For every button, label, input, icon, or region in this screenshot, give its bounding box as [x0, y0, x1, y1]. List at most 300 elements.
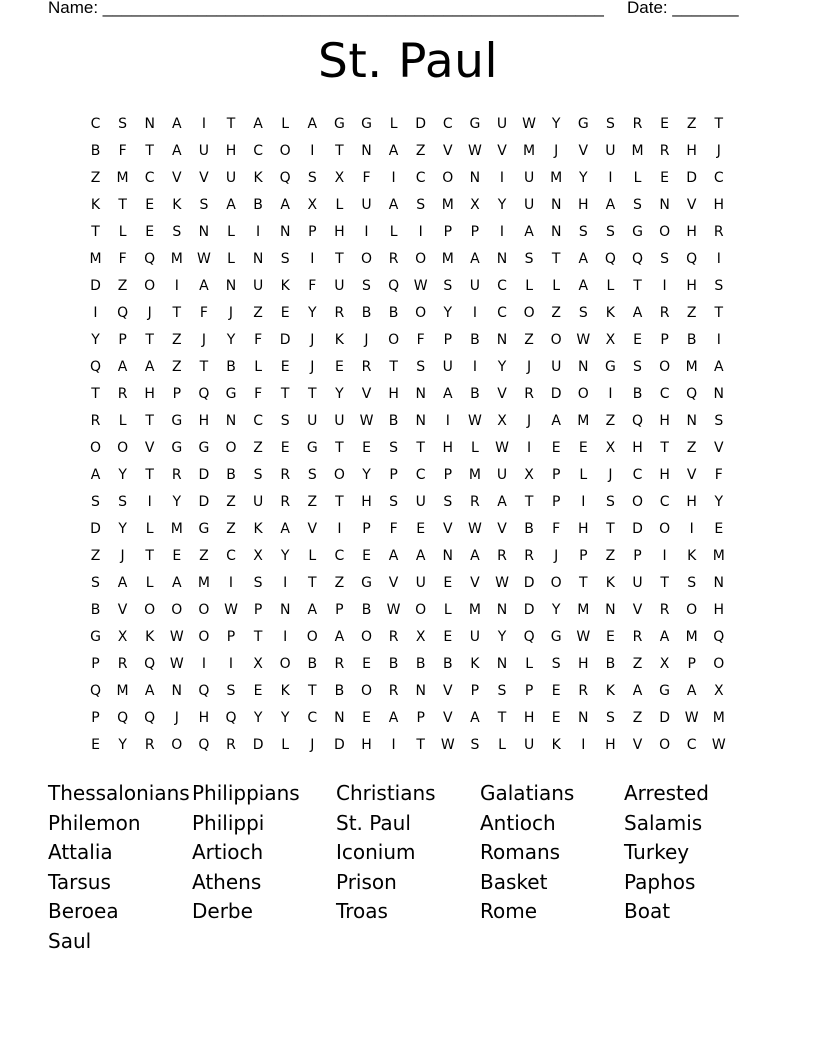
grid-letter: I	[527, 440, 532, 456]
grid-letter: W	[440, 737, 455, 753]
grid-letter: M	[685, 629, 698, 645]
grid-letter: I	[310, 143, 315, 159]
grid-letter: Z	[632, 656, 643, 672]
grid-letter: U	[496, 116, 508, 132]
grid-letter: X	[497, 413, 507, 429]
name-field: Name: _____________________________________________________	[48, 0, 604, 17]
grid-letter: B	[361, 305, 372, 321]
grid-letter: A	[307, 116, 318, 132]
grid-letter: K	[470, 656, 480, 672]
grid-letter: K	[551, 737, 561, 753]
grid-letter: O	[89, 440, 102, 456]
grid-letter: A	[226, 197, 236, 213]
word-list-item: Tarsus	[48, 869, 111, 894]
grid-letter: L	[633, 170, 642, 186]
grid-letter: A	[714, 359, 724, 375]
grid-letter: V	[497, 143, 507, 159]
grid-letter: M	[631, 143, 644, 159]
grid-letter: I	[337, 521, 342, 537]
grid-letter: D	[334, 737, 345, 753]
grid-letter: T	[118, 197, 127, 213]
grid-letter: T	[335, 440, 344, 456]
grid-letter: T	[172, 305, 182, 321]
word-list-item: Saul	[48, 929, 92, 953]
grid-letter: W	[522, 116, 537, 132]
grid-letter: L	[254, 359, 262, 375]
grid-letter: H	[578, 521, 589, 537]
grid-letter: L	[118, 413, 127, 429]
grid-letter: V	[497, 386, 507, 402]
grid-letter: T	[579, 575, 588, 591]
grid-letter: G	[577, 116, 589, 132]
grid-letter: I	[256, 224, 261, 240]
grid-letter: Z	[253, 305, 263, 321]
grid-letter: E	[362, 710, 371, 726]
grid-letter: I	[499, 170, 505, 186]
grid-letter: I	[662, 278, 667, 294]
grid-row	[82, 221, 733, 248]
grid-letter: T	[226, 116, 236, 132]
grid-letter: J	[147, 305, 152, 321]
grid-letter: B	[605, 656, 616, 672]
grid-letter: J	[174, 710, 179, 726]
grid-letter: Q	[388, 278, 400, 294]
grid-letter: E	[145, 224, 155, 240]
grid-letter: Z	[226, 494, 236, 510]
grid-letter: O	[550, 575, 562, 591]
grid-letter: I	[201, 656, 206, 672]
grid-letter: V	[443, 683, 453, 699]
grid-letter: A	[578, 278, 589, 294]
grid-letter: M	[685, 359, 698, 375]
grid-letter: A	[497, 494, 507, 510]
word-list-item: Iconium	[336, 840, 416, 865]
grid-letter: Q	[713, 629, 725, 645]
grid-letter: T	[308, 683, 317, 699]
grid-row	[82, 275, 733, 302]
grid-letter: J	[310, 359, 315, 375]
grid-letter: O	[631, 494, 644, 510]
grid-letter: U	[252, 278, 264, 294]
grid-letter: E	[443, 629, 453, 645]
grid-letter: Z	[307, 494, 318, 510]
grid-letter: H	[442, 440, 454, 456]
grid-letter: N	[496, 251, 508, 267]
grid-letter: G	[333, 116, 345, 132]
grid-row	[82, 464, 733, 491]
grid-letter: I	[93, 305, 98, 321]
grid-letter: T	[145, 467, 154, 483]
grid-letter: J	[716, 143, 721, 159]
grid-letter: I	[716, 332, 721, 348]
grid-letter: V	[632, 737, 643, 753]
grid-letter: T	[551, 251, 561, 267]
grid-letter: H	[659, 413, 670, 429]
grid-row	[82, 194, 733, 221]
grid-letter: P	[579, 548, 588, 564]
grid-letter: B	[632, 386, 643, 402]
grid-letter: N	[279, 224, 291, 240]
grid-letter: M	[468, 602, 481, 618]
grid-letter: X	[334, 170, 345, 186]
grid-letter: O	[171, 737, 183, 753]
grid-letter: G	[632, 224, 643, 240]
grid-letter: A	[443, 386, 453, 402]
grid-letter: V	[307, 521, 318, 537]
grid-letter: R	[144, 737, 155, 753]
grid-letter: Z	[605, 548, 616, 564]
grid-row	[82, 113, 733, 140]
grid-letter: F	[118, 251, 127, 267]
grid-letter: R	[497, 548, 507, 564]
grid-letter: B	[307, 656, 318, 672]
grid-letter: C	[415, 467, 426, 483]
word-list-item: Beroea	[48, 899, 119, 924]
grid-letter: N	[361, 143, 372, 159]
grid-letter: X	[415, 629, 426, 645]
grid-letter: M	[577, 602, 590, 618]
word-list-item: Philippi	[192, 810, 265, 835]
grid-letter: J	[201, 332, 206, 348]
grid-letter: V	[199, 170, 209, 186]
grid-letter: B	[361, 602, 372, 618]
grid-letter: P	[335, 602, 344, 618]
grid-letter: H	[713, 602, 725, 618]
word-list-item: Thessalonians	[48, 781, 190, 805]
grid-letter: Q	[144, 251, 156, 267]
grid-letter: O	[659, 737, 671, 753]
grid-letter: J	[554, 143, 559, 159]
grid-letter: R	[171, 467, 182, 483]
grid-letter: I	[716, 251, 721, 267]
grid-letter: W	[467, 413, 482, 429]
grid-letter: M	[441, 251, 454, 267]
grid-letter: B	[470, 332, 480, 348]
grid-letter: P	[91, 656, 100, 672]
grid-letter: M	[170, 521, 183, 537]
grid-row	[82, 626, 733, 653]
grid-letter: V	[443, 521, 453, 537]
grid-letter: A	[117, 359, 128, 375]
grid-letter: X	[307, 197, 318, 213]
grid-letter: U	[496, 467, 508, 483]
grid-letter: P	[253, 602, 263, 618]
grid-letter: Q	[631, 251, 644, 267]
grid-letter: C	[659, 494, 670, 510]
grid-letter: S	[362, 278, 371, 294]
grid-letter: C	[659, 386, 670, 402]
grid-letter: N	[578, 710, 589, 726]
grid-letter: Y	[91, 332, 100, 348]
grid-letter: C	[253, 143, 263, 159]
grid-letter: N	[225, 278, 237, 294]
grid-letter: R	[334, 656, 345, 672]
grid-letter: D	[90, 521, 101, 537]
word-list-item: Basket	[480, 869, 548, 894]
grid-letter: A	[388, 548, 399, 564]
grid-letter: E	[253, 683, 263, 699]
grid-letter: L	[281, 116, 290, 132]
grid-letter: U	[334, 413, 345, 429]
grid-letter: Q	[117, 305, 129, 321]
grid-letter: U	[442, 359, 453, 375]
grid-letter: C	[253, 413, 263, 429]
grid-letter: T	[416, 440, 425, 456]
grid-letter: P	[118, 332, 127, 348]
grid-letter: K	[605, 575, 615, 591]
word-list-item: Athens	[192, 869, 262, 894]
grid-letter: P	[172, 386, 182, 402]
grid-letter: Y	[280, 710, 290, 726]
grid-letter: K	[280, 278, 290, 294]
grid-letter: A	[470, 251, 480, 267]
grid-letter: B	[470, 386, 480, 402]
grid-letter: S	[660, 251, 670, 267]
grid-letter: H	[686, 143, 697, 159]
grid-letter: H	[686, 278, 697, 294]
grid-letter: V	[497, 521, 507, 537]
grid-letter: L	[145, 521, 154, 537]
grid-letter: U	[415, 575, 426, 591]
grid-letter: N	[171, 683, 183, 699]
grid-letter: N	[496, 332, 508, 348]
grid-letter: M	[89, 251, 102, 267]
grid-letter: H	[198, 413, 210, 429]
grid-letter: H	[659, 467, 670, 483]
grid-letter: D	[198, 467, 210, 483]
grid-letter: L	[145, 575, 154, 591]
grid-letter: T	[497, 710, 507, 726]
grid-letter: S	[389, 494, 399, 510]
grid-letter: C	[334, 548, 345, 564]
grid-letter: U	[225, 170, 237, 186]
grid-letter: N	[469, 170, 481, 186]
grid-letter: L	[389, 224, 398, 240]
grid-letter: X	[605, 440, 616, 456]
grid-letter: Y	[362, 467, 371, 483]
grid-letter: K	[687, 548, 697, 564]
grid-letter: S	[605, 116, 615, 132]
grid-letter: P	[443, 224, 453, 240]
grid-letter: Y	[308, 305, 317, 321]
grid-letter: J	[310, 332, 315, 348]
grid-letter: N	[334, 710, 345, 726]
grid-letter: T	[524, 494, 534, 510]
grid-letter: K	[145, 629, 155, 645]
grid-letter: Y	[280, 548, 290, 564]
grid-letter: D	[686, 170, 698, 186]
page-title: St. Paul	[317, 34, 499, 89]
grid-letter: Q	[89, 359, 102, 375]
grid-letter: T	[335, 143, 344, 159]
grid-letter: O	[117, 440, 129, 456]
grid-letter: B	[686, 332, 697, 348]
grid-letter: Y	[172, 494, 182, 510]
grid-letter: P	[226, 629, 236, 645]
grid-letter: L	[227, 224, 235, 240]
grid-letter: H	[388, 386, 399, 402]
grid-letter: X	[117, 629, 128, 645]
grid-letter: T	[308, 575, 317, 591]
grid-letter: R	[524, 386, 534, 402]
grid-letter: Y	[253, 710, 263, 726]
grid-letter: P	[660, 332, 669, 348]
grid-letter: E	[714, 521, 724, 537]
grid-letter: O	[225, 440, 237, 456]
grid-letter: Z	[686, 305, 697, 321]
grid-letter: E	[362, 548, 371, 564]
grid-letter: Y	[335, 386, 344, 402]
grid-letter: H	[144, 386, 155, 402]
grid-letter: U	[523, 170, 535, 186]
grid-letter: P	[308, 224, 317, 240]
grid-letter: S	[578, 305, 588, 321]
word-list-item: Paphos	[624, 869, 696, 894]
grid-letter: G	[604, 359, 616, 375]
word-list-item: Romans	[480, 840, 561, 865]
grid-letter: E	[551, 710, 561, 726]
grid-letter: P	[91, 710, 100, 726]
grid-letter: T	[416, 737, 425, 753]
grid-letter: L	[525, 278, 533, 294]
grid-letter: U	[469, 629, 481, 645]
grid-letter: B	[90, 602, 101, 618]
grid-letter: C	[90, 116, 101, 132]
grid-letter: X	[714, 683, 724, 699]
word-list-item: Philemon	[48, 810, 141, 835]
grid-letter: J	[310, 737, 315, 753]
grid-letter: X	[253, 548, 263, 564]
grid-letter: C	[307, 710, 318, 726]
grid-letter: I	[228, 656, 234, 672]
grid-letter: L	[525, 656, 533, 672]
grid-letter: P	[551, 467, 561, 483]
grid-letter: F	[254, 332, 263, 348]
grid-letter: S	[524, 251, 534, 267]
grid-letter: R	[361, 359, 372, 375]
grid-letter: K	[280, 683, 290, 699]
grid-letter: B	[90, 143, 101, 159]
grid-letter: O	[577, 386, 589, 402]
grid-letter: Y	[579, 170, 588, 186]
grid-letter: S	[578, 224, 588, 240]
grid-letter: D	[523, 575, 535, 591]
grid-letter: E	[280, 440, 290, 456]
grid-letter: Q	[225, 710, 237, 726]
grid-letter: T	[280, 386, 290, 402]
grid-letter: O	[279, 656, 291, 672]
grid-letter: O	[442, 170, 454, 186]
grid-letter: W	[684, 710, 699, 726]
grid-letter: U	[551, 359, 562, 375]
grid-letter: O	[659, 521, 671, 537]
grid-letter: E	[145, 197, 155, 213]
grid-letter: S	[687, 575, 697, 591]
grid-letter: R	[388, 683, 399, 699]
grid-letter: H	[605, 737, 616, 753]
grid-letter: V	[117, 602, 128, 618]
grid-letter: A	[307, 602, 318, 618]
grid-letter: C	[226, 548, 236, 564]
grid-letter: M	[441, 197, 454, 213]
grid-letter: S	[91, 494, 100, 510]
grid-letter: T	[335, 251, 344, 267]
grid-letter: Q	[198, 386, 210, 402]
grid-letter: N	[578, 359, 589, 375]
grid-letter: V	[686, 197, 697, 213]
grid-letter: T	[91, 224, 100, 240]
grid-letter: U	[361, 197, 372, 213]
grid-letter: Q	[198, 683, 210, 699]
grid-letter: K	[334, 332, 344, 348]
grid-letter: E	[605, 629, 615, 645]
grid-letter: Z	[686, 440, 697, 456]
grid-letter: N	[415, 413, 426, 429]
grid-letter: I	[608, 386, 613, 402]
grid-letter: Z	[334, 575, 345, 591]
grid-letter: A	[280, 521, 290, 537]
grid-letter: I	[472, 305, 477, 321]
grid-letter: W	[224, 602, 238, 618]
grid-letter: I	[364, 224, 369, 240]
grid-letter: M	[116, 683, 129, 699]
grid-letter: A	[172, 116, 182, 132]
grid-letter: A	[470, 710, 480, 726]
grid-letter: J	[527, 413, 532, 429]
grid-letter: T	[389, 359, 398, 375]
word-list-item: Arrested	[624, 781, 709, 805]
grid-letter: N	[686, 413, 697, 429]
grid-letter: A	[415, 548, 426, 564]
grid-letter: A	[334, 629, 345, 645]
grid-letter: A	[172, 143, 182, 159]
grid-letter: G	[171, 413, 183, 429]
grid-letter: Z	[90, 548, 101, 564]
grid-letter: Y	[226, 332, 236, 348]
grid-letter: G	[198, 521, 210, 537]
grid-letter: S	[226, 683, 236, 699]
grid-letter: T	[199, 359, 209, 375]
grid-letter: S	[633, 359, 642, 375]
grid-letter: I	[472, 359, 477, 375]
grid-letter: H	[713, 197, 725, 213]
grid-letter: N	[496, 656, 508, 672]
grid-letter: J	[527, 359, 532, 375]
grid-letter: S	[605, 494, 615, 510]
grid-letter: N	[550, 197, 562, 213]
word-list-item: Boat	[624, 899, 671, 924]
grid-letter: X	[253, 656, 263, 672]
grid-letter: T	[714, 116, 724, 132]
grid-letter: M	[170, 251, 183, 267]
grid-letter: H	[361, 737, 372, 753]
grid-letter: A	[253, 116, 263, 132]
grid-letter: A	[605, 197, 616, 213]
grid-row	[82, 491, 733, 518]
grid-letter: S	[389, 440, 399, 456]
grid-letter: P	[470, 683, 480, 699]
grid-letter: I	[283, 575, 288, 591]
grid-letter: V	[361, 386, 372, 402]
grid-letter: A	[388, 197, 399, 213]
grid-letter: G	[659, 683, 671, 699]
grid-letter: T	[335, 494, 344, 510]
grid-letter: N	[279, 602, 291, 618]
grid-letter: H	[686, 224, 697, 240]
grid-row	[82, 545, 733, 572]
grid-letter: O	[659, 224, 671, 240]
grid-letter: L	[606, 278, 615, 294]
